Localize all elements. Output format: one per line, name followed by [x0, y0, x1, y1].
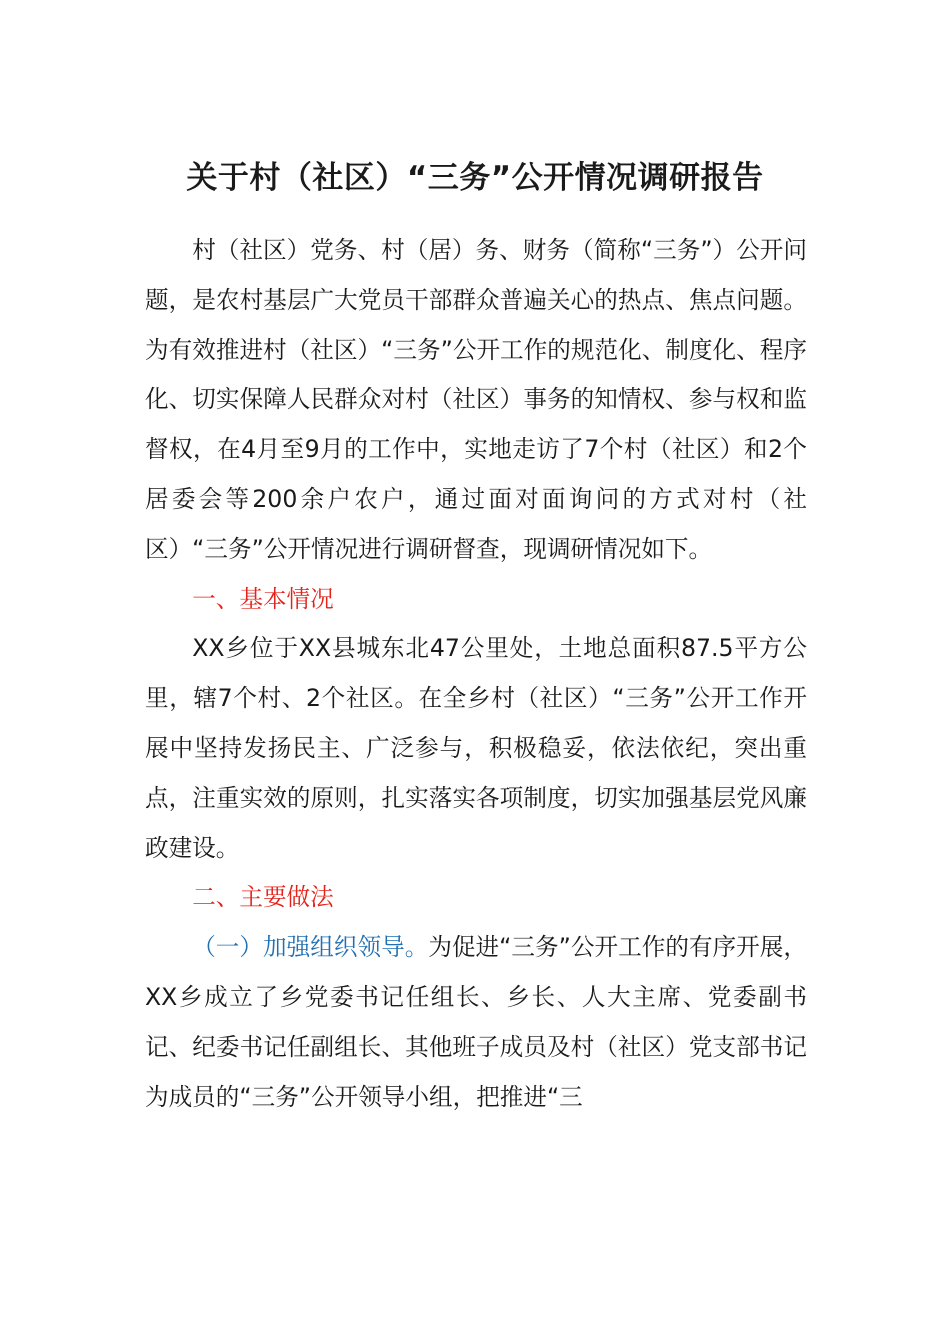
section-heading-basic-situation: 一、基本情况 [192, 584, 334, 613]
document-title: 关于村（社区）“三务”公开情况调研报告 [186, 160, 764, 196]
organization-text: 为促进“三务”公开工作的有序开展，XX乡成立了乡党委书记任组长、乡长、人大主席、党委副书记、纪委书记任副组长、其他班子成员及村（社区）党支部书记为成员的“三务”公开领导小组，把推进“三 [145, 933, 807, 1111]
intro-paragraph: 村（社区）党务、村（居）务、财务（简称“三务”）公开问题，是农村基层广大党员干部群众普遍关心的热点、焦点问题。为有效推进村（社区）“三务”公开工作的规范化、制度化、程序化、切实保障人民群众对村（社区）事务的知情权、参与权和监督权，在4月至9月的工作中，实地走访了7个村（社区）和2个居委会等200余户农户，通过面对面询问的方式对村（社区）“三务”公开情况进行调研督查，现调研情况如下。 [145, 236, 807, 563]
basic-situation-paragraph: XX乡位于XX县城东北47公里处，土地总面积87.5平方公里，辖7个村、2个社区。在全乡村（社区）“三务”公开工作开展中坚持发扬民主、广泛参与，积极稳妥，依法依纪，突出重点，注重实效的原则，扎实落实各项制度，切实加强基层党风廉政建设。 [145, 634, 807, 862]
document-body [145, 226, 807, 1122]
subsection-heading-organization: （一）加强组织领导。 [192, 933, 429, 962]
section-heading-main-practices: 二、主要做法 [192, 883, 334, 912]
organization-paragraph [145, 923, 807, 1122]
